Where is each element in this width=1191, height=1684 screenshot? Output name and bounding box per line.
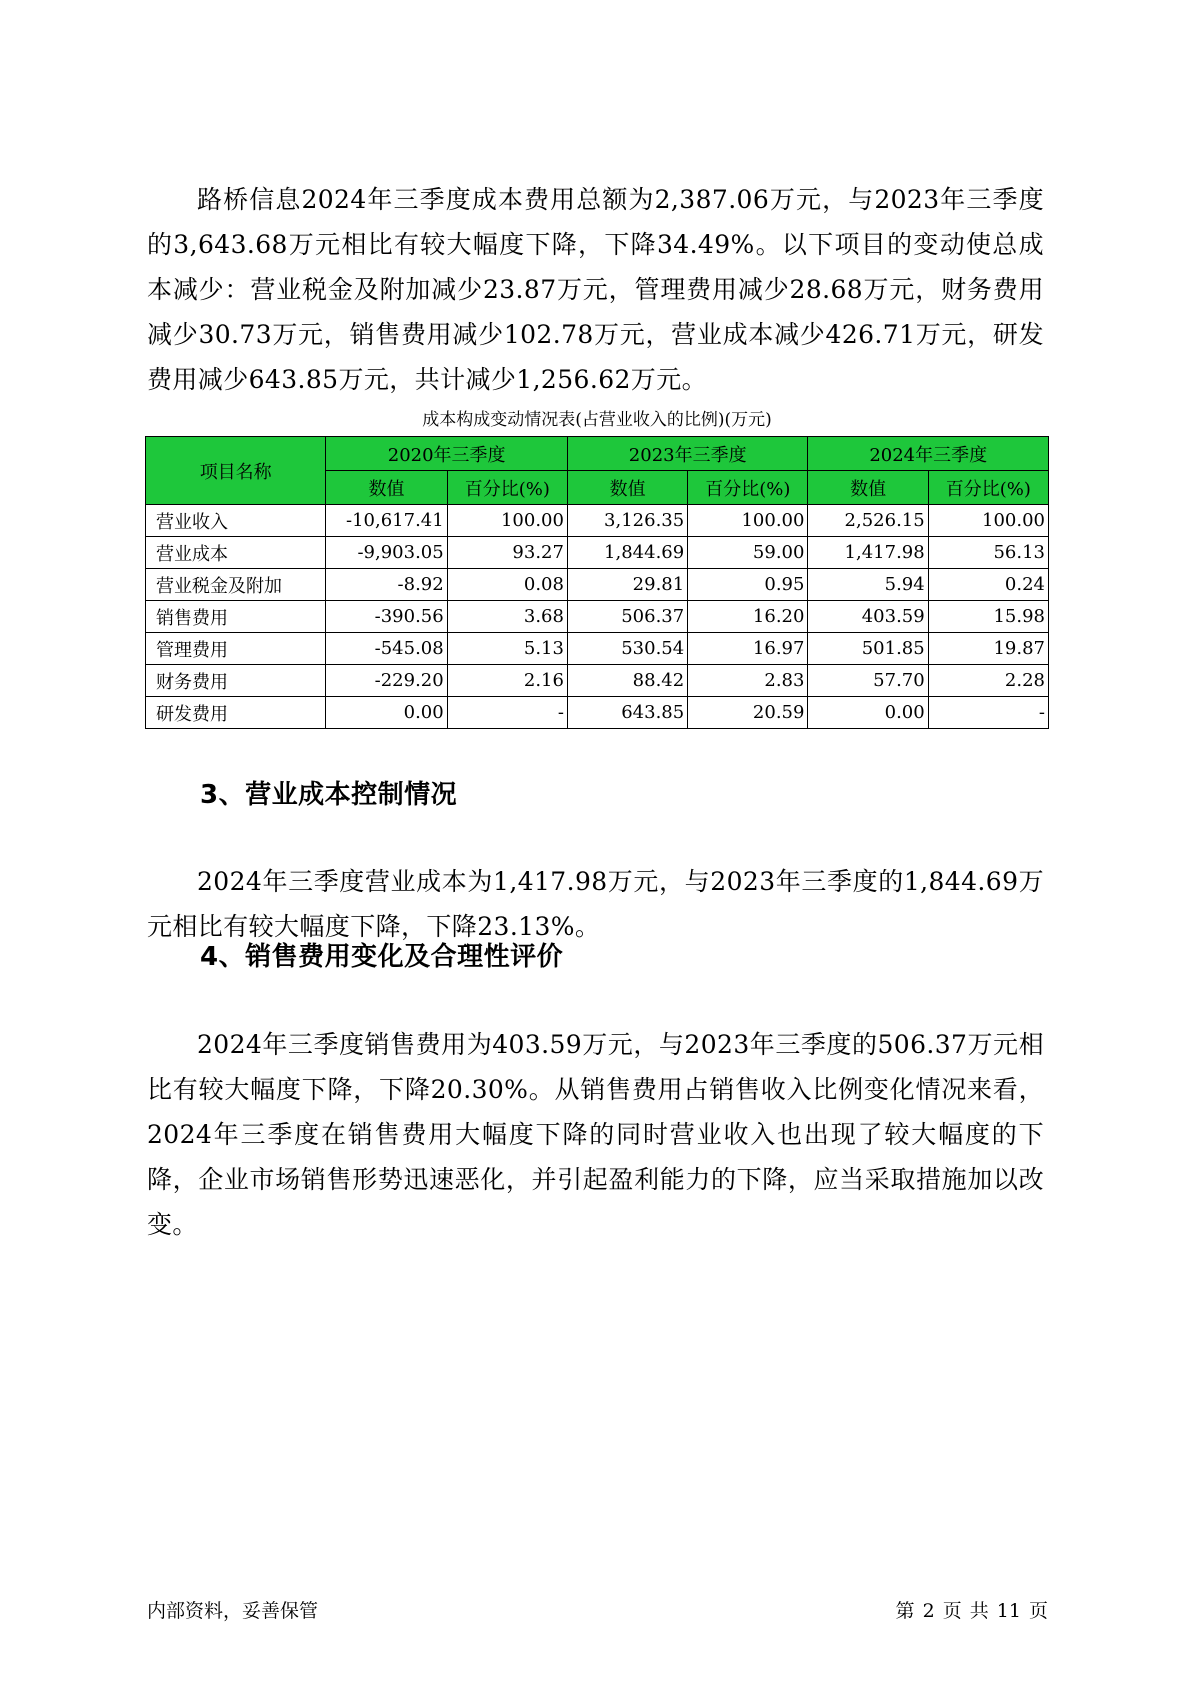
cost-structure-table bbox=[145, 436, 1049, 729]
table-row bbox=[146, 697, 1049, 729]
cell-value: 3,126.35 bbox=[567, 505, 687, 537]
cell-value: -10,617.41 bbox=[326, 505, 447, 537]
cell-value: -229.20 bbox=[326, 665, 447, 697]
cell-percent: 100.00 bbox=[447, 505, 567, 537]
cell-percent: 0.08 bbox=[447, 569, 567, 601]
cell-value: 2,526.15 bbox=[808, 505, 928, 537]
table-row bbox=[146, 505, 1049, 537]
cell-percent: - bbox=[928, 697, 1048, 729]
header-period-2023: 2023年三季度 bbox=[567, 437, 808, 471]
subheader-percent: 百分比(%) bbox=[928, 471, 1048, 505]
cell-value: 57.70 bbox=[808, 665, 928, 697]
cell-percent: 100.00 bbox=[688, 505, 808, 537]
footer-confidential-note: 内部资料，妥善保管 bbox=[147, 1600, 319, 1622]
cell-percent: 0.24 bbox=[928, 569, 1048, 601]
subheader-percent: 百分比(%) bbox=[688, 471, 808, 505]
cell-value: -9,903.05 bbox=[326, 537, 447, 569]
cell-percent: 2.28 bbox=[928, 665, 1048, 697]
cell-value: -390.56 bbox=[326, 601, 447, 633]
subheader-value: 数值 bbox=[567, 471, 687, 505]
cell-value: -545.08 bbox=[326, 633, 447, 665]
table-row bbox=[146, 601, 1049, 633]
cell-value: 1,417.98 bbox=[808, 537, 928, 569]
table-row bbox=[146, 665, 1049, 697]
cell-value: 29.81 bbox=[567, 569, 687, 601]
cell-percent: 93.27 bbox=[447, 537, 567, 569]
cell-percent: 5.13 bbox=[447, 633, 567, 665]
table-row bbox=[146, 569, 1049, 601]
table-header-row bbox=[146, 437, 1049, 471]
subheader-value: 数值 bbox=[808, 471, 928, 505]
subheader-value: 数值 bbox=[326, 471, 447, 505]
row-item-name: 财务费用 bbox=[146, 665, 326, 697]
section-heading-sales-expense: 4、销售费用变化及合理性评价 bbox=[200, 942, 564, 972]
cell-percent: - bbox=[447, 697, 567, 729]
cell-value: 88.42 bbox=[567, 665, 687, 697]
cell-value: 403.59 bbox=[808, 601, 928, 633]
table-row bbox=[146, 537, 1049, 569]
subheader-percent: 百分比(%) bbox=[447, 471, 567, 505]
cell-percent: 2.83 bbox=[688, 665, 808, 697]
cell-percent: 100.00 bbox=[928, 505, 1048, 537]
sales-expense-paragraph: 2024年三季度销售费用为403.59万元，与2023年三季度的506.37万元相比有较大幅度下降，下降20.30%。从销售费用占销售收入比例变化情况来看，2024年三季度在销售费用大幅度下降的同时营业收入也出现了较大幅度的下降，企业市场销售形势迅速恶化，并引起盈利能力的下降，应当采取措施加以改变。 bbox=[147, 1030, 1044, 1239]
cell-percent: 0.95 bbox=[688, 569, 808, 601]
table-row bbox=[146, 633, 1049, 665]
cell-percent: 20.59 bbox=[688, 697, 808, 729]
header-period-2024: 2024年三季度 bbox=[808, 437, 1049, 471]
cell-value: -8.92 bbox=[326, 569, 447, 601]
cell-value: 643.85 bbox=[567, 697, 687, 729]
header-item-name: 项目名称 bbox=[146, 437, 326, 505]
cell-percent: 3.68 bbox=[447, 601, 567, 633]
summary-paragraph: 路桥信息2024年三季度成本费用总额为2,387.06万元，与2023年三季度的3,643.68万元相比有较大幅度下降，下降34.49%。以下项目的变动使总成本减少：营业税金及附加减少23.87万元，管理费用减少28.68万元，财务费用减少30.73万元，销售费用减少102.78万元，营业成本减少426.71万元，研发费用减少643.85万元，共计减少1,256.62万元。 bbox=[147, 185, 1044, 394]
cell-value: 0.00 bbox=[326, 697, 447, 729]
cell-value: 1,844.69 bbox=[567, 537, 687, 569]
cell-percent: 2.16 bbox=[447, 665, 567, 697]
row-item-name: 研发费用 bbox=[146, 697, 326, 729]
row-item-name: 销售费用 bbox=[146, 601, 326, 633]
row-item-name: 营业成本 bbox=[146, 537, 326, 569]
cell-value: 0.00 bbox=[808, 697, 928, 729]
cell-value: 506.37 bbox=[567, 601, 687, 633]
row-item-name: 营业税金及附加 bbox=[146, 569, 326, 601]
row-item-name: 管理费用 bbox=[146, 633, 326, 665]
cell-percent: 59.00 bbox=[688, 537, 808, 569]
cell-percent: 16.20 bbox=[688, 601, 808, 633]
table-caption: 成本构成变动情况表(占营业收入的比例)(万元) bbox=[422, 410, 772, 430]
cell-value: 530.54 bbox=[567, 633, 687, 665]
cost-control-paragraph: 2024年三季度营业成本为1,417.98万元，与2023年三季度的1,844.69万元相比有较大幅度下降，下降23.13%。 bbox=[147, 867, 1044, 941]
cell-value: 501.85 bbox=[808, 633, 928, 665]
cell-percent: 16.97 bbox=[688, 633, 808, 665]
section-heading-cost-control: 3、营业成本控制情况 bbox=[200, 780, 458, 810]
cell-percent: 19.87 bbox=[928, 633, 1048, 665]
cell-percent: 15.98 bbox=[928, 601, 1048, 633]
cell-percent: 56.13 bbox=[928, 537, 1048, 569]
footer-page-number: 第 2 页 共 11 页 bbox=[895, 1600, 1048, 1622]
header-period-2020: 2020年三季度 bbox=[326, 437, 568, 471]
cell-value: 5.94 bbox=[808, 569, 928, 601]
row-item-name: 营业收入 bbox=[146, 505, 326, 537]
